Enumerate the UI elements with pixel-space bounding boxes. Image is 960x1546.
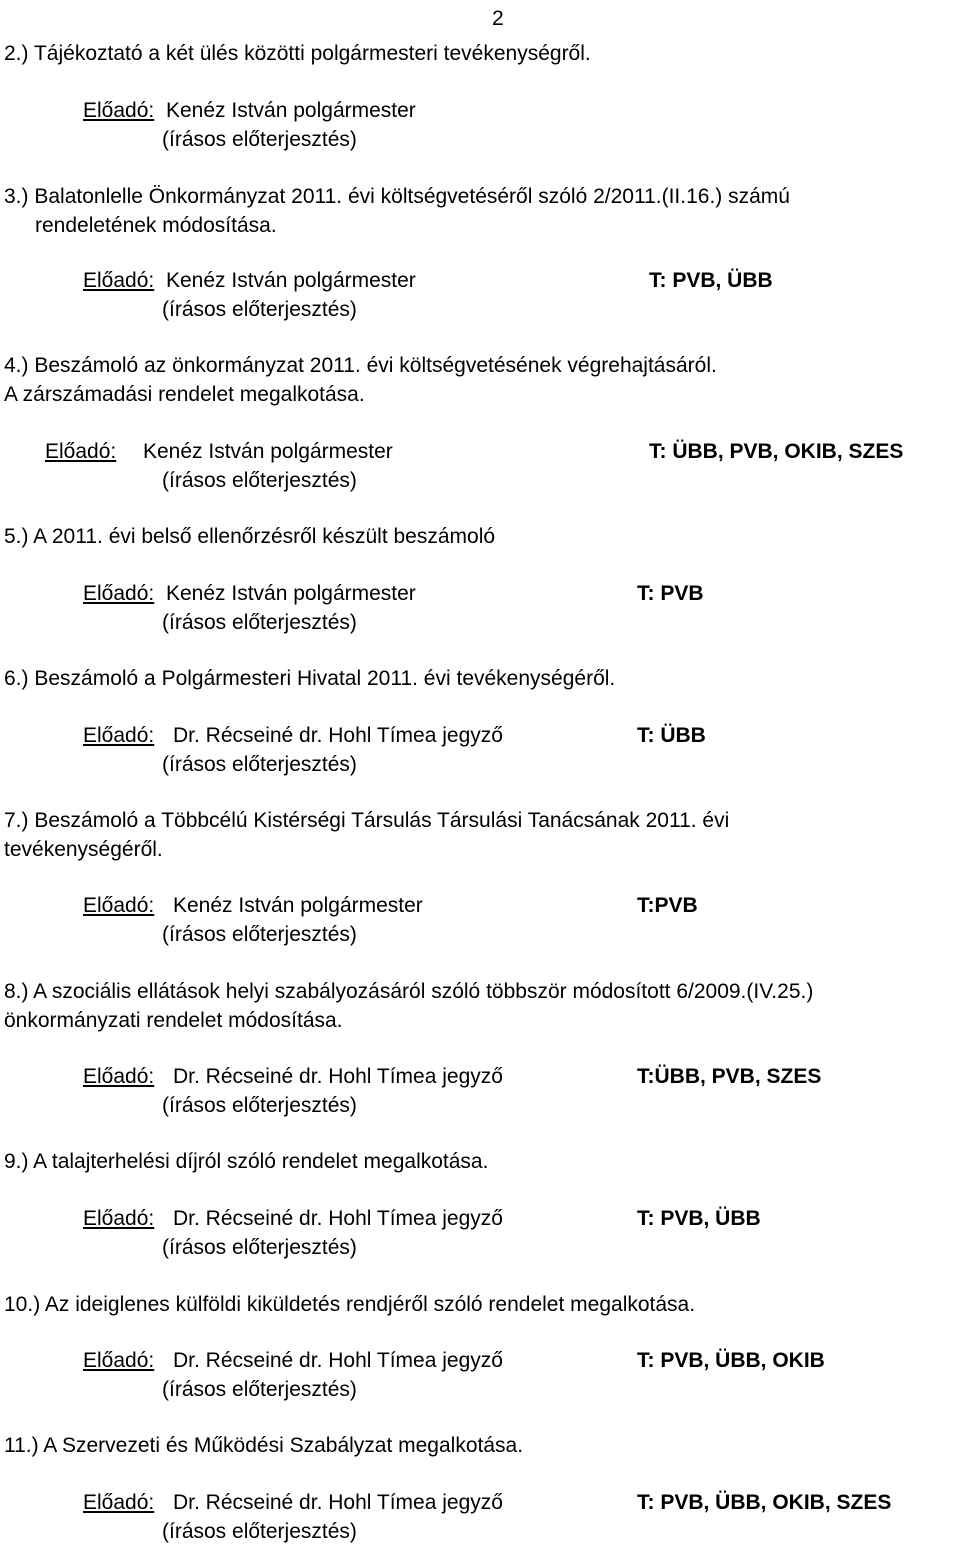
item-title-line: tevékenységéről. [4, 838, 163, 861]
item-title-line: rendeletének módosítása. [35, 214, 277, 237]
responsible-committees: T: PVB, ÜBB, OKIB [637, 1349, 825, 1372]
presenter-label: Előadó: [83, 582, 155, 605]
presenter-label: Előadó: [45, 440, 117, 463]
item-title-line: 5.) A 2011. évi belső ellenőrzésről készült beszámoló [4, 525, 496, 548]
presenter-note: (írásos előterjesztés) [162, 1094, 357, 1117]
presenter-note: (írásos előterjesztés) [162, 1520, 357, 1543]
responsible-committees: T:PVB [637, 894, 698, 917]
presenter-label: Előadó: [83, 894, 155, 917]
presenter-name: Dr. Récseiné dr. Hohl Tímea jegyző [173, 1207, 503, 1230]
presenter-name: Dr. Récseiné dr. Hohl Tímea jegyző [173, 1349, 503, 1372]
responsible-committees: T: PVB, ÜBB, OKIB, SZES [637, 1491, 892, 1514]
presenter-note: (írásos előterjesztés) [162, 923, 357, 946]
presenter-label: Előadó: [83, 99, 155, 122]
page-number: 2 [492, 7, 504, 30]
presenter-name: Kenéz István polgármester [143, 440, 393, 463]
presenter-label: Előadó: [83, 724, 155, 747]
presenter-label: Előadó: [83, 1491, 155, 1514]
item-title-line: 3.) Balatonlelle Önkormányzat 2011. évi költségvetéséről szóló 2/2011.(II.16.) számú [4, 185, 790, 208]
presenter-note: (írásos előterjesztés) [162, 611, 357, 634]
presenter-note: (írásos előterjesztés) [162, 1378, 357, 1401]
item-title-line: 4.) Beszámoló az önkormányzat 2011. évi költségvetésének végrehajtásáról. [4, 354, 717, 377]
presenter-name: Kenéz István polgármester [166, 582, 416, 605]
presenter-name: Kenéz István polgármester [166, 269, 416, 292]
item-title-line: önkormányzati rendelet módosítása. [4, 1009, 343, 1032]
responsible-committees: T: PVB, ÜBB [637, 1207, 761, 1230]
item-title-line: 9.) A talajterhelési díjról szóló rendelet megalkotása. [4, 1150, 489, 1173]
responsible-committees: T:ÜBB, PVB, SZES [637, 1065, 822, 1088]
item-title-line: 6.) Beszámoló a Polgármesteri Hivatal 2011. évi tevékenységéről. [4, 667, 616, 690]
responsible-committees: T: PVB, ÜBB [649, 269, 773, 292]
responsible-committees: T: ÜBB [637, 724, 706, 747]
responsible-committees: T: ÜBB, PVB, OKIB, SZES [649, 440, 904, 463]
item-title-line: 2.) Tájékoztató a két ülés közötti polgármesteri tevékenységről. [4, 42, 591, 65]
presenter-name: Kenéz István polgármester [166, 99, 416, 122]
item-title-line: 10.) Az ideiglenes külföldi kiküldetés rendjéről szóló rendelet megalkotása. [4, 1293, 696, 1316]
item-title-line: 7.) Beszámoló a Többcélú Kistérségi Társulás Társulási Tanácsának 2011. évi [4, 809, 730, 832]
presenter-note: (írásos előterjesztés) [162, 128, 357, 151]
item-title-line: 11.) A Szervezeti és Működési Szabályzat megalkotása. [4, 1434, 524, 1457]
presenter-name: Dr. Récseiné dr. Hohl Tímea jegyző [173, 1065, 503, 1088]
responsible-committees: T: PVB [637, 582, 704, 605]
presenter-name: Dr. Récseiné dr. Hohl Tímea jegyző [173, 1491, 503, 1514]
presenter-note: (írásos előterjesztés) [162, 753, 357, 776]
presenter-label: Előadó: [83, 1207, 155, 1230]
presenter-label: Előadó: [83, 1349, 155, 1372]
presenter-note: (írásos előterjesztés) [162, 469, 357, 492]
presenter-name: Dr. Récseiné dr. Hohl Tímea jegyző [173, 724, 503, 747]
presenter-name: Kenéz István polgármester [173, 894, 423, 917]
item-title-line: A zárszámadási rendelet megalkotása. [4, 383, 365, 406]
presenter-label: Előadó: [83, 1065, 155, 1088]
presenter-label: Előadó: [83, 269, 155, 292]
item-title-line: 8.) A szociális ellátások helyi szabályozásáról szóló többször módosított 6/2009.(IV.25.) [4, 980, 814, 1003]
presenter-note: (írásos előterjesztés) [162, 298, 357, 321]
presenter-note: (írásos előterjesztés) [162, 1236, 357, 1259]
